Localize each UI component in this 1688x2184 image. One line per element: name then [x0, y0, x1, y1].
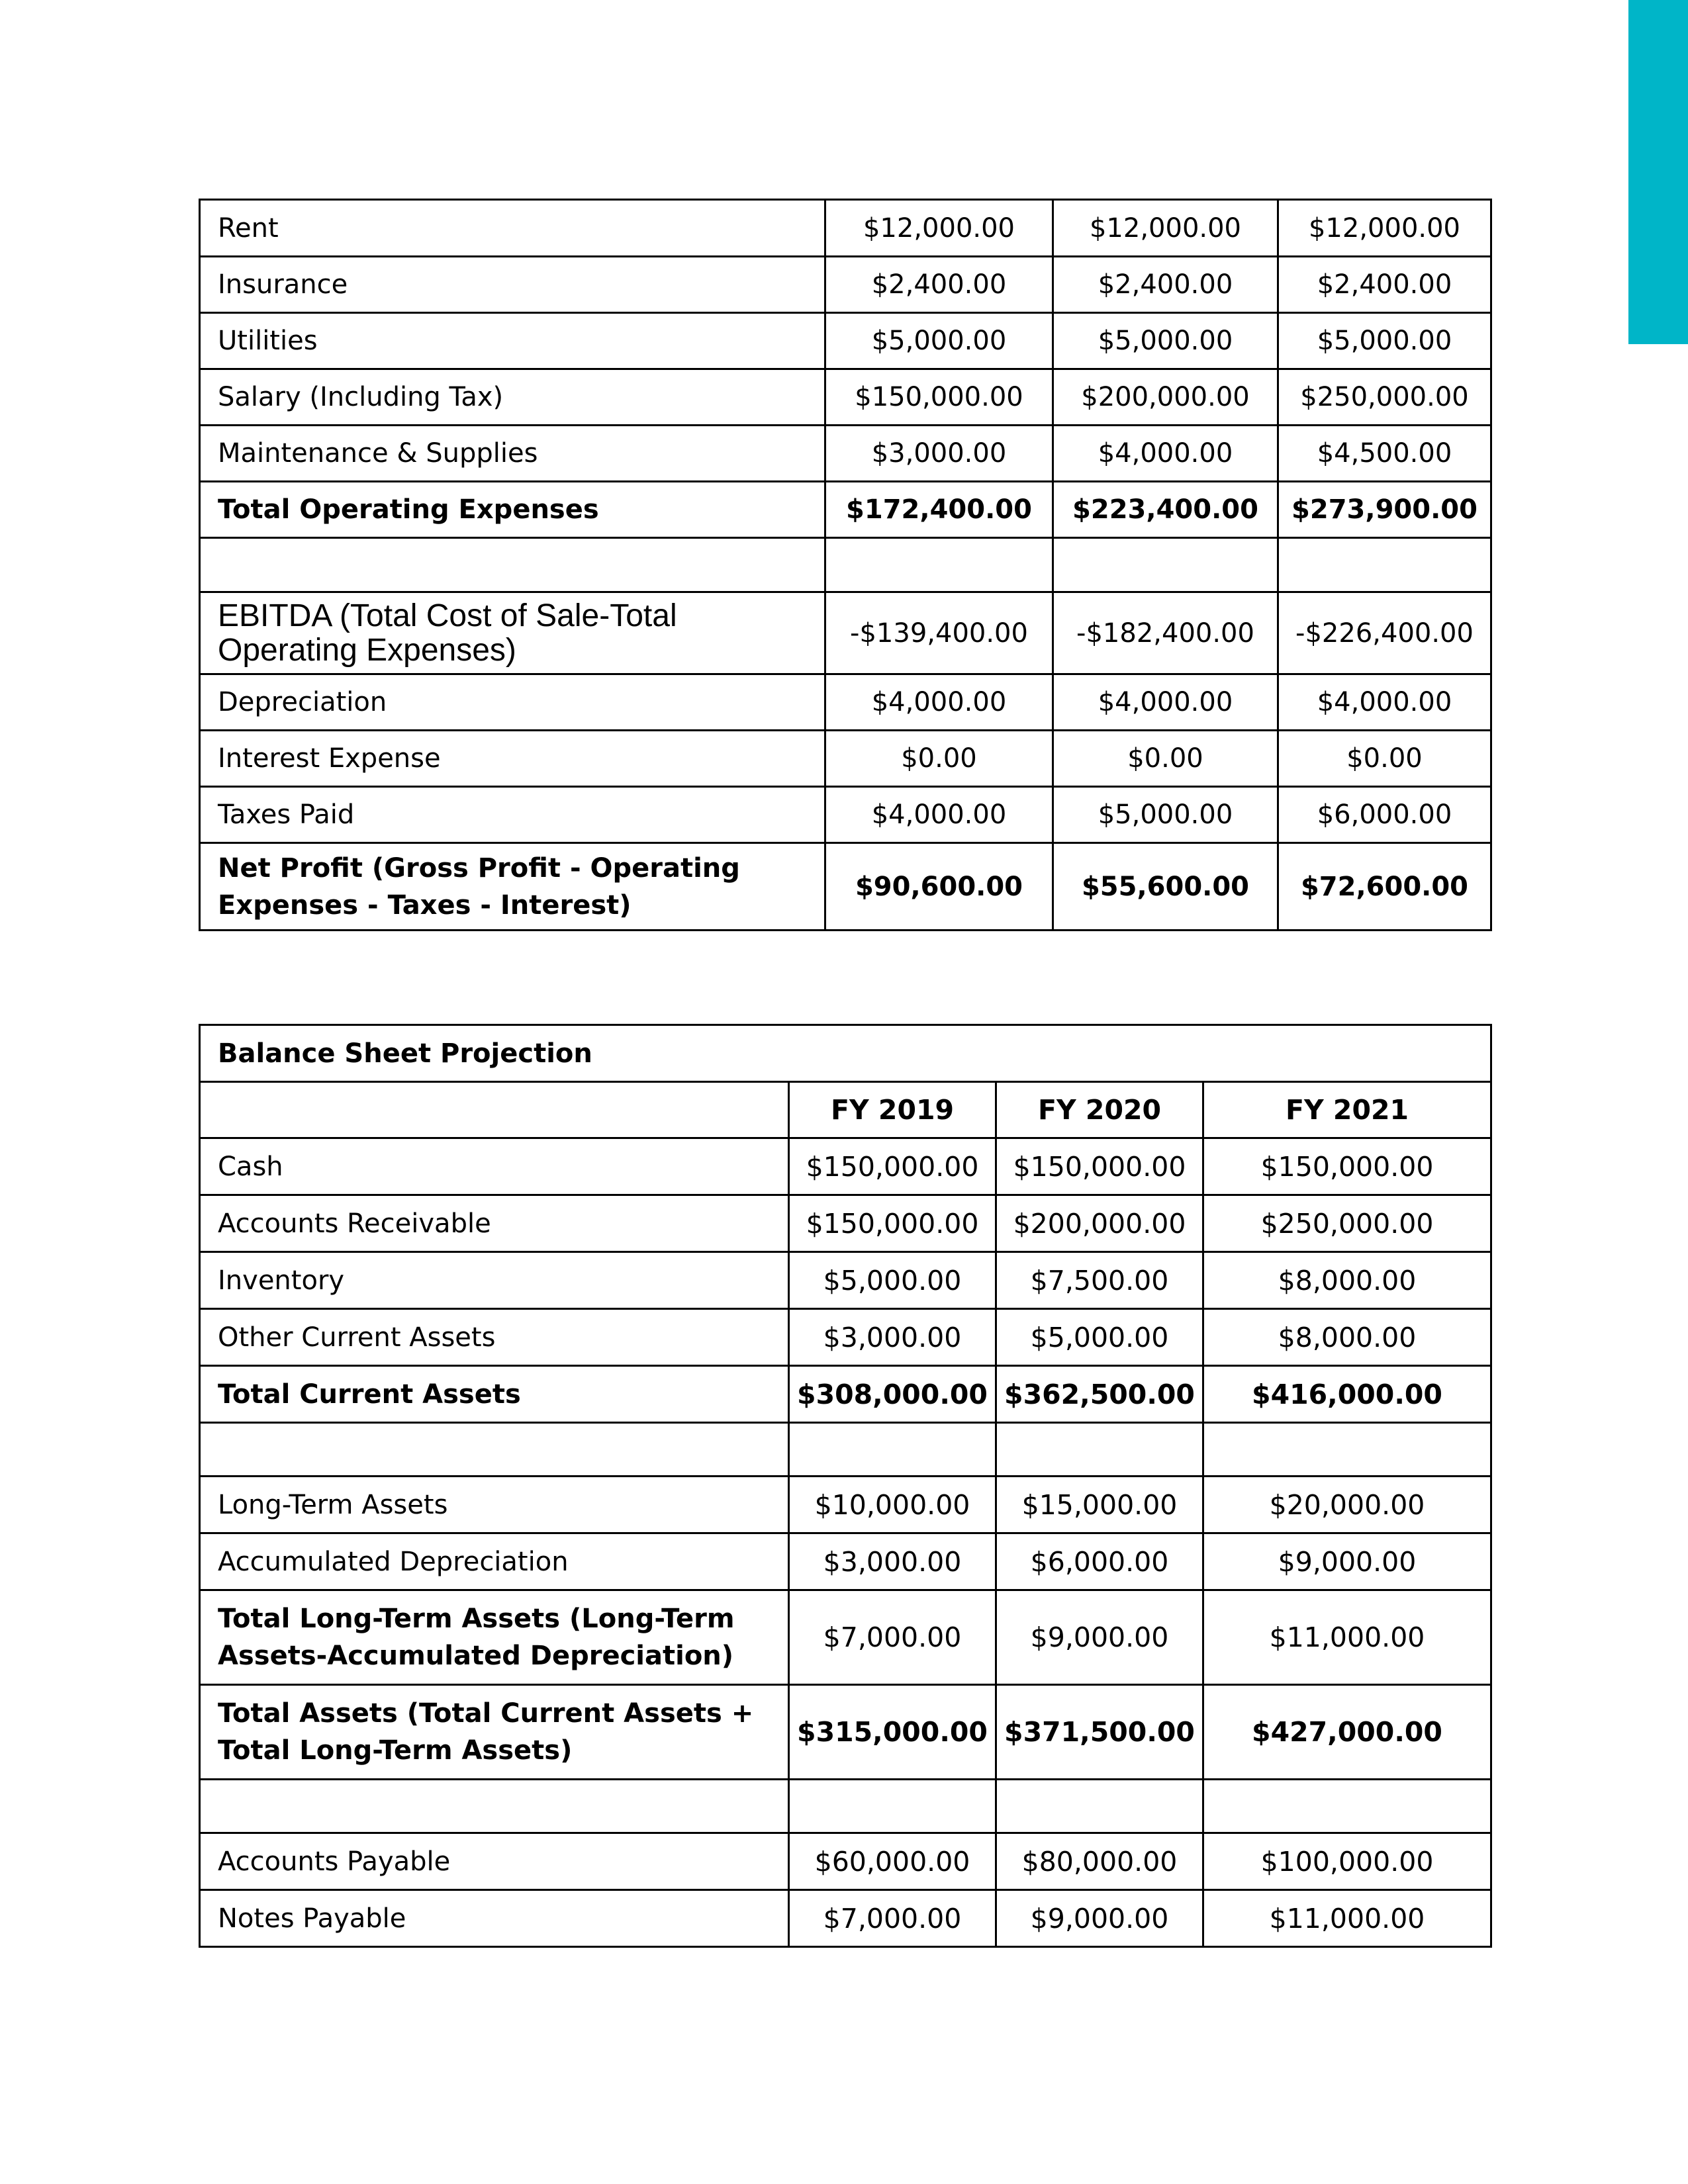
value-cell: $5,000.00: [1278, 313, 1491, 369]
table-row: [200, 1890, 1491, 1947]
table-row: [200, 426, 1491, 482]
empty-cell: [200, 1423, 789, 1477]
value-cell: $416,000.00: [1203, 1366, 1491, 1423]
row-label: Net Profit (Gross Profit - Operating Expenses - Taxes - Interest): [200, 843, 825, 931]
value-cell: $4,000.00: [1053, 674, 1278, 731]
value-cell: $273,900.00: [1278, 482, 1491, 538]
value-cell: $4,000.00: [825, 674, 1053, 731]
value-cell: $4,000.00: [1278, 674, 1491, 731]
row-label: Long-Term Assets: [200, 1477, 789, 1533]
value-cell: -$139,400.00: [825, 592, 1053, 674]
value-cell: $150,000.00: [1203, 1138, 1491, 1195]
value-cell: $11,000.00: [1203, 1890, 1491, 1947]
value-cell: $2,400.00: [1278, 257, 1491, 313]
value-cell: $308,000.00: [789, 1366, 996, 1423]
empty-cell: [200, 538, 825, 592]
table-row-total: [200, 843, 1491, 931]
table-row-empty: [200, 1780, 1491, 1833]
row-label: Rent: [200, 200, 825, 257]
value-cell: $223,400.00: [1053, 482, 1278, 538]
value-cell: $5,000.00: [996, 1309, 1203, 1366]
value-cell: $250,000.00: [1203, 1195, 1491, 1252]
table-row: [200, 1195, 1491, 1252]
value-cell: $4,000.00: [825, 787, 1053, 843]
value-cell: $80,000.00: [996, 1833, 1203, 1890]
value-cell: $12,000.00: [825, 200, 1053, 257]
value-cell: $200,000.00: [996, 1195, 1203, 1252]
value-cell: $5,000.00: [1053, 313, 1278, 369]
row-label: Total Long-Term Assets (Long-Term Assets-Accumulated Depreciation): [200, 1590, 789, 1685]
row-label: Depreciation: [200, 674, 825, 731]
value-cell: $55,600.00: [1053, 843, 1278, 931]
value-cell: $8,000.00: [1203, 1252, 1491, 1309]
table-row: [200, 1533, 1491, 1590]
table-row: [200, 592, 1491, 674]
row-label: Notes Payable: [200, 1890, 789, 1947]
empty-cell: [996, 1423, 1203, 1477]
row-label: Utilities: [200, 313, 825, 369]
table-row: [200, 369, 1491, 426]
balance-sheet-table: [199, 1024, 1492, 1948]
table-row: [200, 1138, 1491, 1195]
empty-cell: [1203, 1780, 1491, 1833]
value-cell: $0.00: [1053, 731, 1278, 787]
row-label: Insurance: [200, 257, 825, 313]
table-row-total: [200, 1685, 1491, 1780]
value-cell: $90,600.00: [825, 843, 1053, 931]
value-cell: -$182,400.00: [1053, 592, 1278, 674]
empty-cell: [200, 1780, 789, 1833]
row-label: Other Current Assets: [200, 1309, 789, 1366]
table-row: [200, 787, 1491, 843]
value-cell: $12,000.00: [1053, 200, 1278, 257]
value-cell: $10,000.00: [789, 1477, 996, 1533]
value-cell: $9,000.00: [1203, 1533, 1491, 1590]
empty-cell: [789, 1423, 996, 1477]
value-cell: $150,000.00: [789, 1195, 996, 1252]
value-cell: $12,000.00: [1278, 200, 1491, 257]
value-cell: $150,000.00: [825, 369, 1053, 426]
row-label: Inventory: [200, 1252, 789, 1309]
row-label: Total Current Assets: [200, 1366, 789, 1423]
value-cell: $5,000.00: [825, 313, 1053, 369]
value-cell: $11,000.00: [1203, 1590, 1491, 1685]
empty-cell: [996, 1780, 1203, 1833]
row-label: Total Operating Expenses: [200, 482, 825, 538]
empty-cell: [1053, 538, 1278, 592]
table-row: [200, 200, 1491, 257]
value-cell: $8,000.00: [1203, 1309, 1491, 1366]
value-cell: $72,600.00: [1278, 843, 1491, 931]
table-row: [200, 674, 1491, 731]
value-cell: $150,000.00: [789, 1138, 996, 1195]
value-cell: $427,000.00: [1203, 1685, 1491, 1780]
accent-bar: [1628, 0, 1688, 344]
table-row-empty: [200, 538, 1491, 592]
value-cell: $15,000.00: [996, 1477, 1203, 1533]
row-label: EBITDA (Total Cost of Sale-Total Operating Expenses): [200, 592, 825, 674]
table-row-empty: [200, 1423, 1491, 1477]
value-cell: $7,500.00: [996, 1252, 1203, 1309]
row-label: Salary (Including Tax): [200, 369, 825, 426]
row-label: Taxes Paid: [200, 787, 825, 843]
value-cell: $100,000.00: [1203, 1833, 1491, 1890]
value-cell: $20,000.00: [1203, 1477, 1491, 1533]
row-label: Accounts Receivable: [200, 1195, 789, 1252]
value-cell: $3,000.00: [789, 1309, 996, 1366]
table-row: [200, 1477, 1491, 1533]
row-label: Maintenance & Supplies: [200, 426, 825, 482]
value-cell: $4,000.00: [1053, 426, 1278, 482]
value-cell: $3,000.00: [825, 426, 1053, 482]
row-label: Accounts Payable: [200, 1833, 789, 1890]
column-header: FY 2019: [789, 1082, 996, 1138]
value-cell: $9,000.00: [996, 1590, 1203, 1685]
row-label: Total Assets (Total Current Assets + Total Long-Term Assets): [200, 1685, 789, 1780]
value-cell: $2,400.00: [825, 257, 1053, 313]
row-label: Interest Expense: [200, 731, 825, 787]
row-label: Accumulated Depreciation: [200, 1533, 789, 1590]
empty-cell: [789, 1780, 996, 1833]
operating-expenses-table: [199, 199, 1492, 931]
column-header: FY 2021: [1203, 1082, 1491, 1138]
value-cell: $9,000.00: [996, 1890, 1203, 1947]
table-row-total: [200, 1366, 1491, 1423]
table-row: [200, 313, 1491, 369]
value-cell: $172,400.00: [825, 482, 1053, 538]
value-cell: $371,500.00: [996, 1685, 1203, 1780]
value-cell: $4,500.00: [1278, 426, 1491, 482]
value-cell: $2,400.00: [1053, 257, 1278, 313]
value-cell: $5,000.00: [1053, 787, 1278, 843]
row-label: Cash: [200, 1138, 789, 1195]
value-cell: $6,000.00: [1278, 787, 1491, 843]
table-row-total: [200, 1590, 1491, 1685]
value-cell: -$226,400.00: [1278, 592, 1491, 674]
value-cell: $150,000.00: [996, 1138, 1203, 1195]
table-row-total: [200, 482, 1491, 538]
value-cell: $5,000.00: [789, 1252, 996, 1309]
table-row: [200, 731, 1491, 787]
value-cell: $0.00: [825, 731, 1053, 787]
table-row: [200, 257, 1491, 313]
empty-cell: [200, 1082, 789, 1138]
value-cell: $362,500.00: [996, 1366, 1203, 1423]
value-cell: $7,000.00: [789, 1590, 996, 1685]
empty-cell: [1278, 538, 1491, 592]
table-title-row: [200, 1025, 1491, 1082]
value-cell: $60,000.00: [789, 1833, 996, 1890]
table-title: Balance Sheet Projection: [200, 1025, 1491, 1082]
value-cell: $3,000.00: [789, 1533, 996, 1590]
table-row: [200, 1309, 1491, 1366]
value-cell: $0.00: [1278, 731, 1491, 787]
table-header-row: [200, 1082, 1491, 1138]
value-cell: $200,000.00: [1053, 369, 1278, 426]
empty-cell: [1203, 1423, 1491, 1477]
value-cell: $7,000.00: [789, 1890, 996, 1947]
table-row: [200, 1252, 1491, 1309]
table-row: [200, 1833, 1491, 1890]
value-cell: $250,000.00: [1278, 369, 1491, 426]
empty-cell: [825, 538, 1053, 592]
column-header: FY 2020: [996, 1082, 1203, 1138]
value-cell: $6,000.00: [996, 1533, 1203, 1590]
value-cell: $315,000.00: [789, 1685, 996, 1780]
